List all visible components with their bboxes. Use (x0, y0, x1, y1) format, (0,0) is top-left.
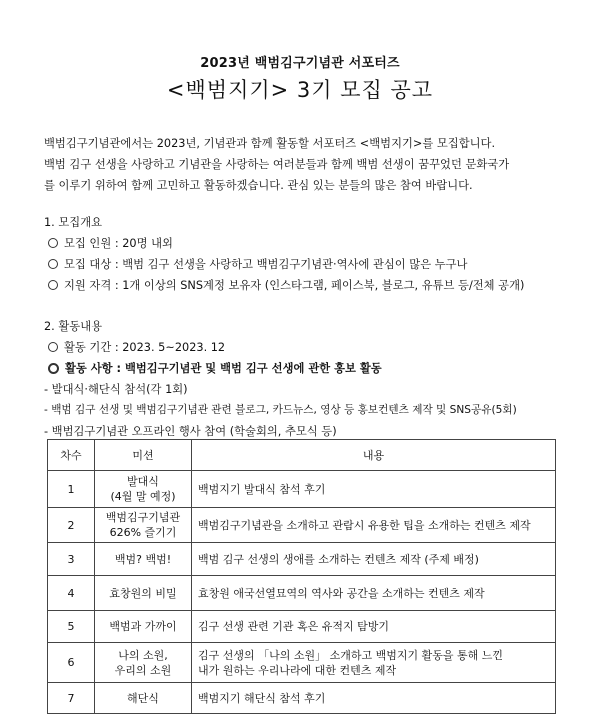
table-row (48, 611, 556, 643)
content-cell: 김구 선생 관련 기관 혹은 유적지 탐방기 (192, 611, 556, 643)
section-2-title: 2. 활동내용 (44, 320, 103, 333)
content-cell: 백범지기 발대식 참석 후기 (192, 471, 556, 508)
circle-bullet-icon (48, 280, 58, 290)
header-mission: 미션 (95, 440, 192, 471)
round-cell: 5 (48, 611, 95, 643)
content-cell: 백범 김구 선생의 생애를 소개하는 컨텐츠 제작 (주제 배정) (192, 543, 556, 576)
circle-bullet-icon (48, 363, 59, 374)
mission-cell: 해단식 (95, 683, 192, 714)
mission-table (47, 439, 556, 714)
table-row (48, 508, 556, 543)
round-cell: 1 (48, 471, 95, 508)
mission-cell: 백범과 가까이 (95, 611, 192, 643)
intro-line: 를 이루기 위하여 함께 고민하고 활동하겠습니다. 관심 있는 분들의 많은 참여 바랍니다. (44, 179, 473, 192)
table-row (48, 471, 556, 508)
document-subtitle: 2023년 백범김구기념관 서포터즈 (200, 56, 400, 71)
round-cell: 2 (48, 508, 95, 543)
round-cell: 4 (48, 576, 95, 611)
activity-period: 활동 기간 : 2023. 5~2023. 12 (48, 339, 225, 355)
table-row (48, 683, 556, 714)
table-row (48, 576, 556, 611)
mission-cell: 나의 소원, 우리의 소원 (95, 643, 192, 683)
activity-detail: - 발대식·해단식 참석(각 1회) (44, 383, 188, 396)
section-1-title: 1. 모집개요 (44, 216, 103, 229)
mission-cell: 효창원의 비밀 (95, 576, 192, 611)
intro-line: 백범 김구 선생을 사랑하고 기념관을 사랑하는 여러분들과 함께 백범 선생이 꿈꾸었던 문화국가 (44, 158, 510, 171)
mission-cell: 백범? 백범! (95, 543, 192, 576)
round-cell: 3 (48, 543, 95, 576)
circle-bullet-icon (48, 259, 58, 269)
activity-detail: - 백범 김구 선생 및 백범김구기념관 관련 블로그, 카드뉴스, 영상 등 홍보컨텐츠 제작 및 SNS공유(5회) (44, 404, 517, 416)
intro-paragraph (44, 133, 574, 196)
table-row (48, 643, 556, 683)
recruit-item: 모집 대상 : 백범 김구 선생을 사랑하고 백범김구기념관·역사에 관심이 많은 누구나 (48, 256, 467, 272)
content-cell: 백범지기 해단식 참석 후기 (192, 683, 556, 714)
content-cell: 김구 선생의 「나의 소원」 소개하고 백범지기 활동을 통해 느낀 내가 원하는 우리나라에 대한 컨텐츠 제작 (192, 643, 556, 683)
recruit-item: 모집 인원 : 20명 내외 (48, 235, 173, 251)
header-round: 차수 (48, 440, 95, 471)
table-row (48, 543, 556, 576)
intro-line: 백범김구기념관에서는 2023년, 기념관과 함께 활동할 서포터즈 <백범지기>를 모집합니다. (44, 137, 496, 150)
recruit-item: 지원 자격 : 1개 이상의 SNS계정 보유자 (인스타그램, 페이스북, 블로그, 유튜브 등/전체 공개) (48, 277, 524, 293)
content-cell: 효창원 애국선열묘역의 역사와 공간을 소개하는 컨텐츠 제작 (192, 576, 556, 611)
circle-bullet-icon (48, 342, 58, 352)
mission-cell: 백범김구기념관 626% 즐기기 (95, 508, 192, 543)
round-cell: 6 (48, 643, 95, 683)
activity-detail: - 백범김구기념관 오프라인 행사 참여 (학술회의, 추모식 등) (44, 425, 337, 438)
activity-main: 활동 사항 : 백범김구기념관 및 백범 김구 선생에 관한 홍보 활동 (48, 360, 382, 376)
content-cell: 백범김구기념관을 소개하고 관람시 유용한 팁을 소개하는 컨텐츠 제작 (192, 508, 556, 543)
document-title: <백범지기> 3기 모집 공고 (166, 78, 434, 102)
mission-cell: 발대식 (4월 말 예정) (95, 471, 192, 508)
round-cell: 7 (48, 683, 95, 714)
table-header-row (48, 440, 556, 471)
circle-bullet-icon (48, 238, 58, 248)
header-content: 내용 (192, 440, 556, 471)
